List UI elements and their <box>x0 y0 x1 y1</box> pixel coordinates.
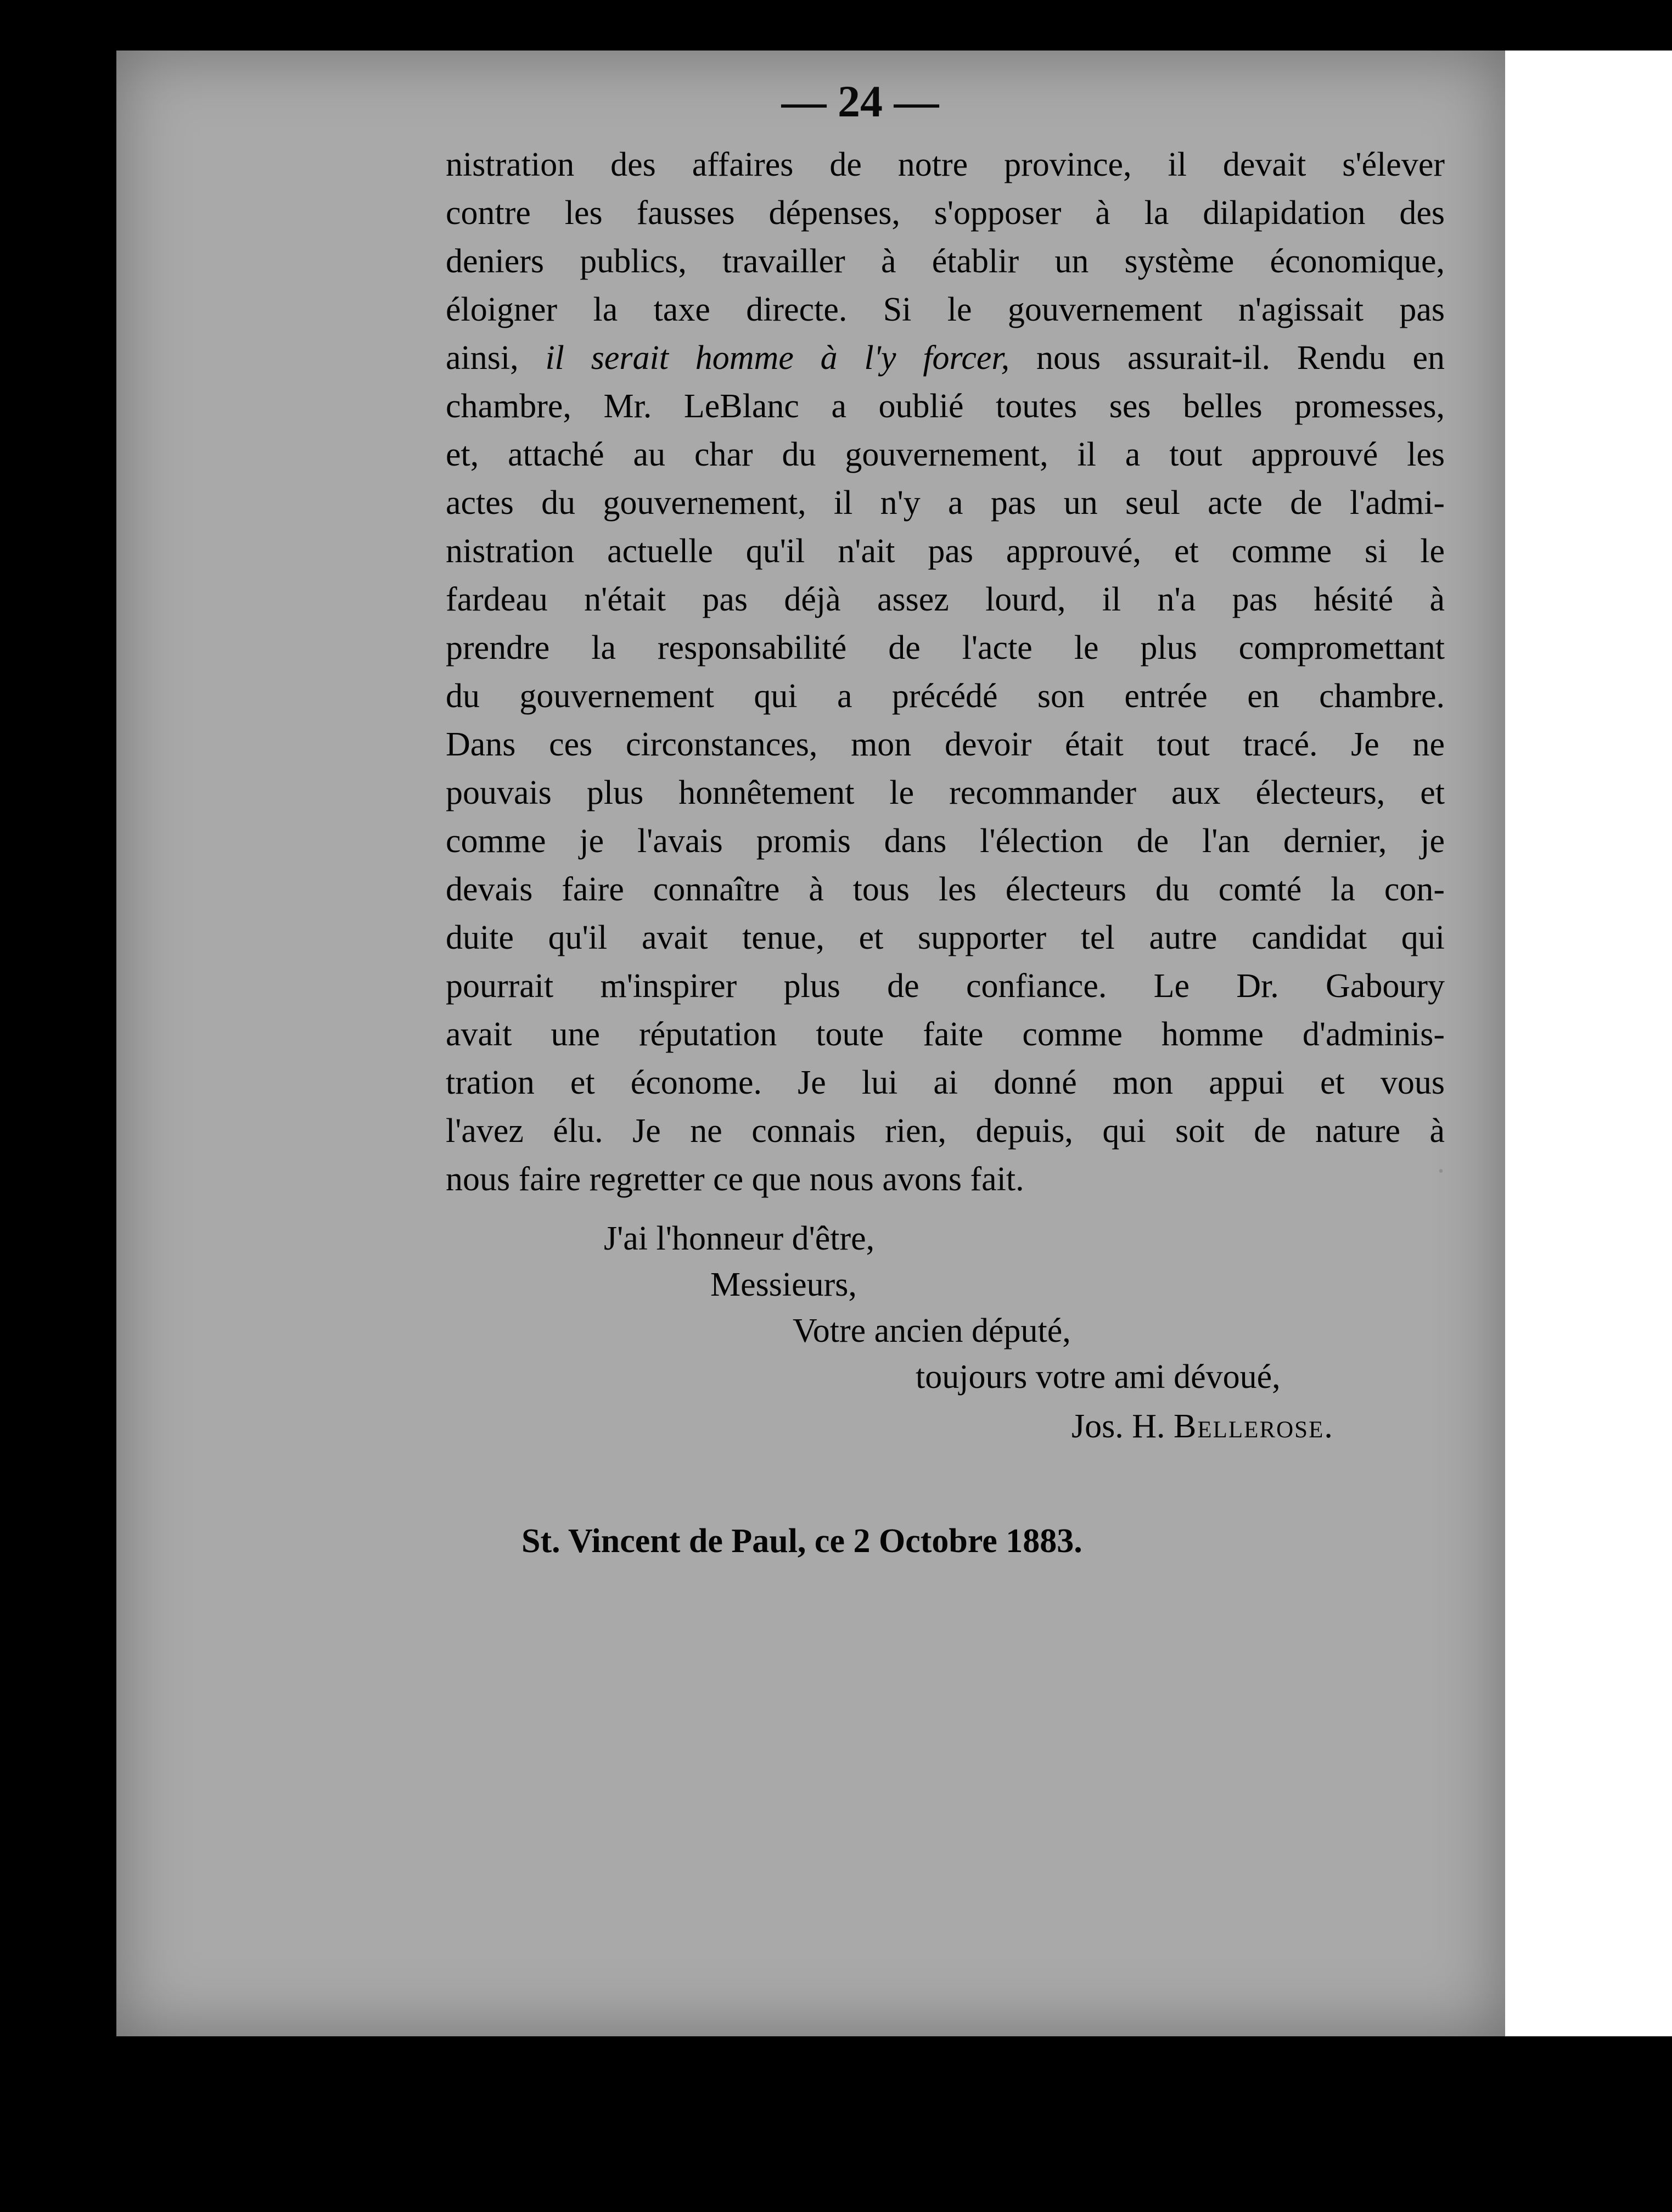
closing-regards: toujours votre ami dévoué, <box>916 1358 1281 1396</box>
paragraph-line: l'avez élu. Je ne connais rien, depuis, qui soit de nature à <box>446 1112 1445 1150</box>
bleed-through-text: . <box>1437 1145 1445 1179</box>
paragraph-line: deniers publics, travailler à établir un système économique, <box>446 243 1445 280</box>
paragraph-line: chambre, Mr. LeBlanc a oublié toutes ses belles promesses, <box>446 388 1445 425</box>
paragraph-line: éloigner la taxe directe. Si le gouvernement n'agissait pas <box>446 291 1445 328</box>
paragraph-line: duite qu'il avait tenue, et supporter tel autre candidat qui <box>446 919 1445 956</box>
paragraph-line: nous faire regretter ce que nous avons fait. <box>446 1161 1024 1198</box>
line-text: ainsi, <box>446 339 546 377</box>
signature-surname: Bellerose. <box>1174 1408 1334 1445</box>
paragraph-line: pourrait m'inspirer plus de confiance. Le Dr. Gaboury <box>446 967 1445 1005</box>
dateline: St. Vincent de Paul, ce 2 Octobre 1883. <box>521 1522 1082 1560</box>
paragraph-line: fardeau n'était pas déjà assez lourd, il n'a pas hésité à <box>446 581 1445 618</box>
paragraph-line: nistration des affaires de notre province, il devait s'élever <box>446 146 1445 183</box>
letter-paragraph <box>446 141 1445 1203</box>
paragraph-line: pouvais plus honnêtement le recommander aux électeurs, et <box>446 774 1445 811</box>
paragraph-line: prendre la responsabilité de l'acte le plus compromettant <box>446 629 1445 667</box>
signature <box>1071 1402 1334 1451</box>
signature-initials: Jos. H. <box>1071 1408 1174 1445</box>
paragraph-line <box>446 334 1445 382</box>
paragraph-line: devais faire connaître à tous les électeurs du comté la con- <box>446 871 1445 908</box>
paragraph-line: et, attaché au char du gouvernement, il a tout approuvé les <box>446 436 1445 473</box>
closing-title: Votre ancien député, <box>793 1312 1071 1349</box>
closing-addressee: Messieurs, <box>710 1266 857 1303</box>
paragraph-line: comme je l'avais promis dans l'élection de l'an dernier, je <box>446 822 1445 860</box>
italic-quote: il serait homme à l'y forcer, <box>545 339 1010 377</box>
page-number: — 24 — <box>781 76 939 126</box>
paragraph-line: nistration actuelle qu'il n'ait pas approuvé, et comme si le <box>446 533 1445 570</box>
paragraph-line: actes du gouvernement, il n'y a pas un seul acte de l'admi- <box>446 484 1445 522</box>
closing-salutation: J'ai l'honneur d'être, <box>604 1220 875 1257</box>
paragraph-line: Dans ces circonstances, mon devoir était tout tracé. Je ne <box>446 726 1445 763</box>
paragraph-line: avait une réputation toute faite comme homme d'adminis- <box>446 1016 1445 1053</box>
document-page <box>116 51 1505 2036</box>
paragraph-line: tration et économe. Je lui ai donné mon appui et vous <box>446 1064 1445 1101</box>
paragraph-line: du gouvernement qui a précédé son entrée en chambre. <box>446 677 1445 715</box>
scanner-background <box>1505 51 1672 2036</box>
line-text: nous assurait-il. Rendu en <box>1009 339 1445 377</box>
paragraph-line: contre les fausses dépenses, s'opposer à la dilapidation des <box>446 194 1445 232</box>
